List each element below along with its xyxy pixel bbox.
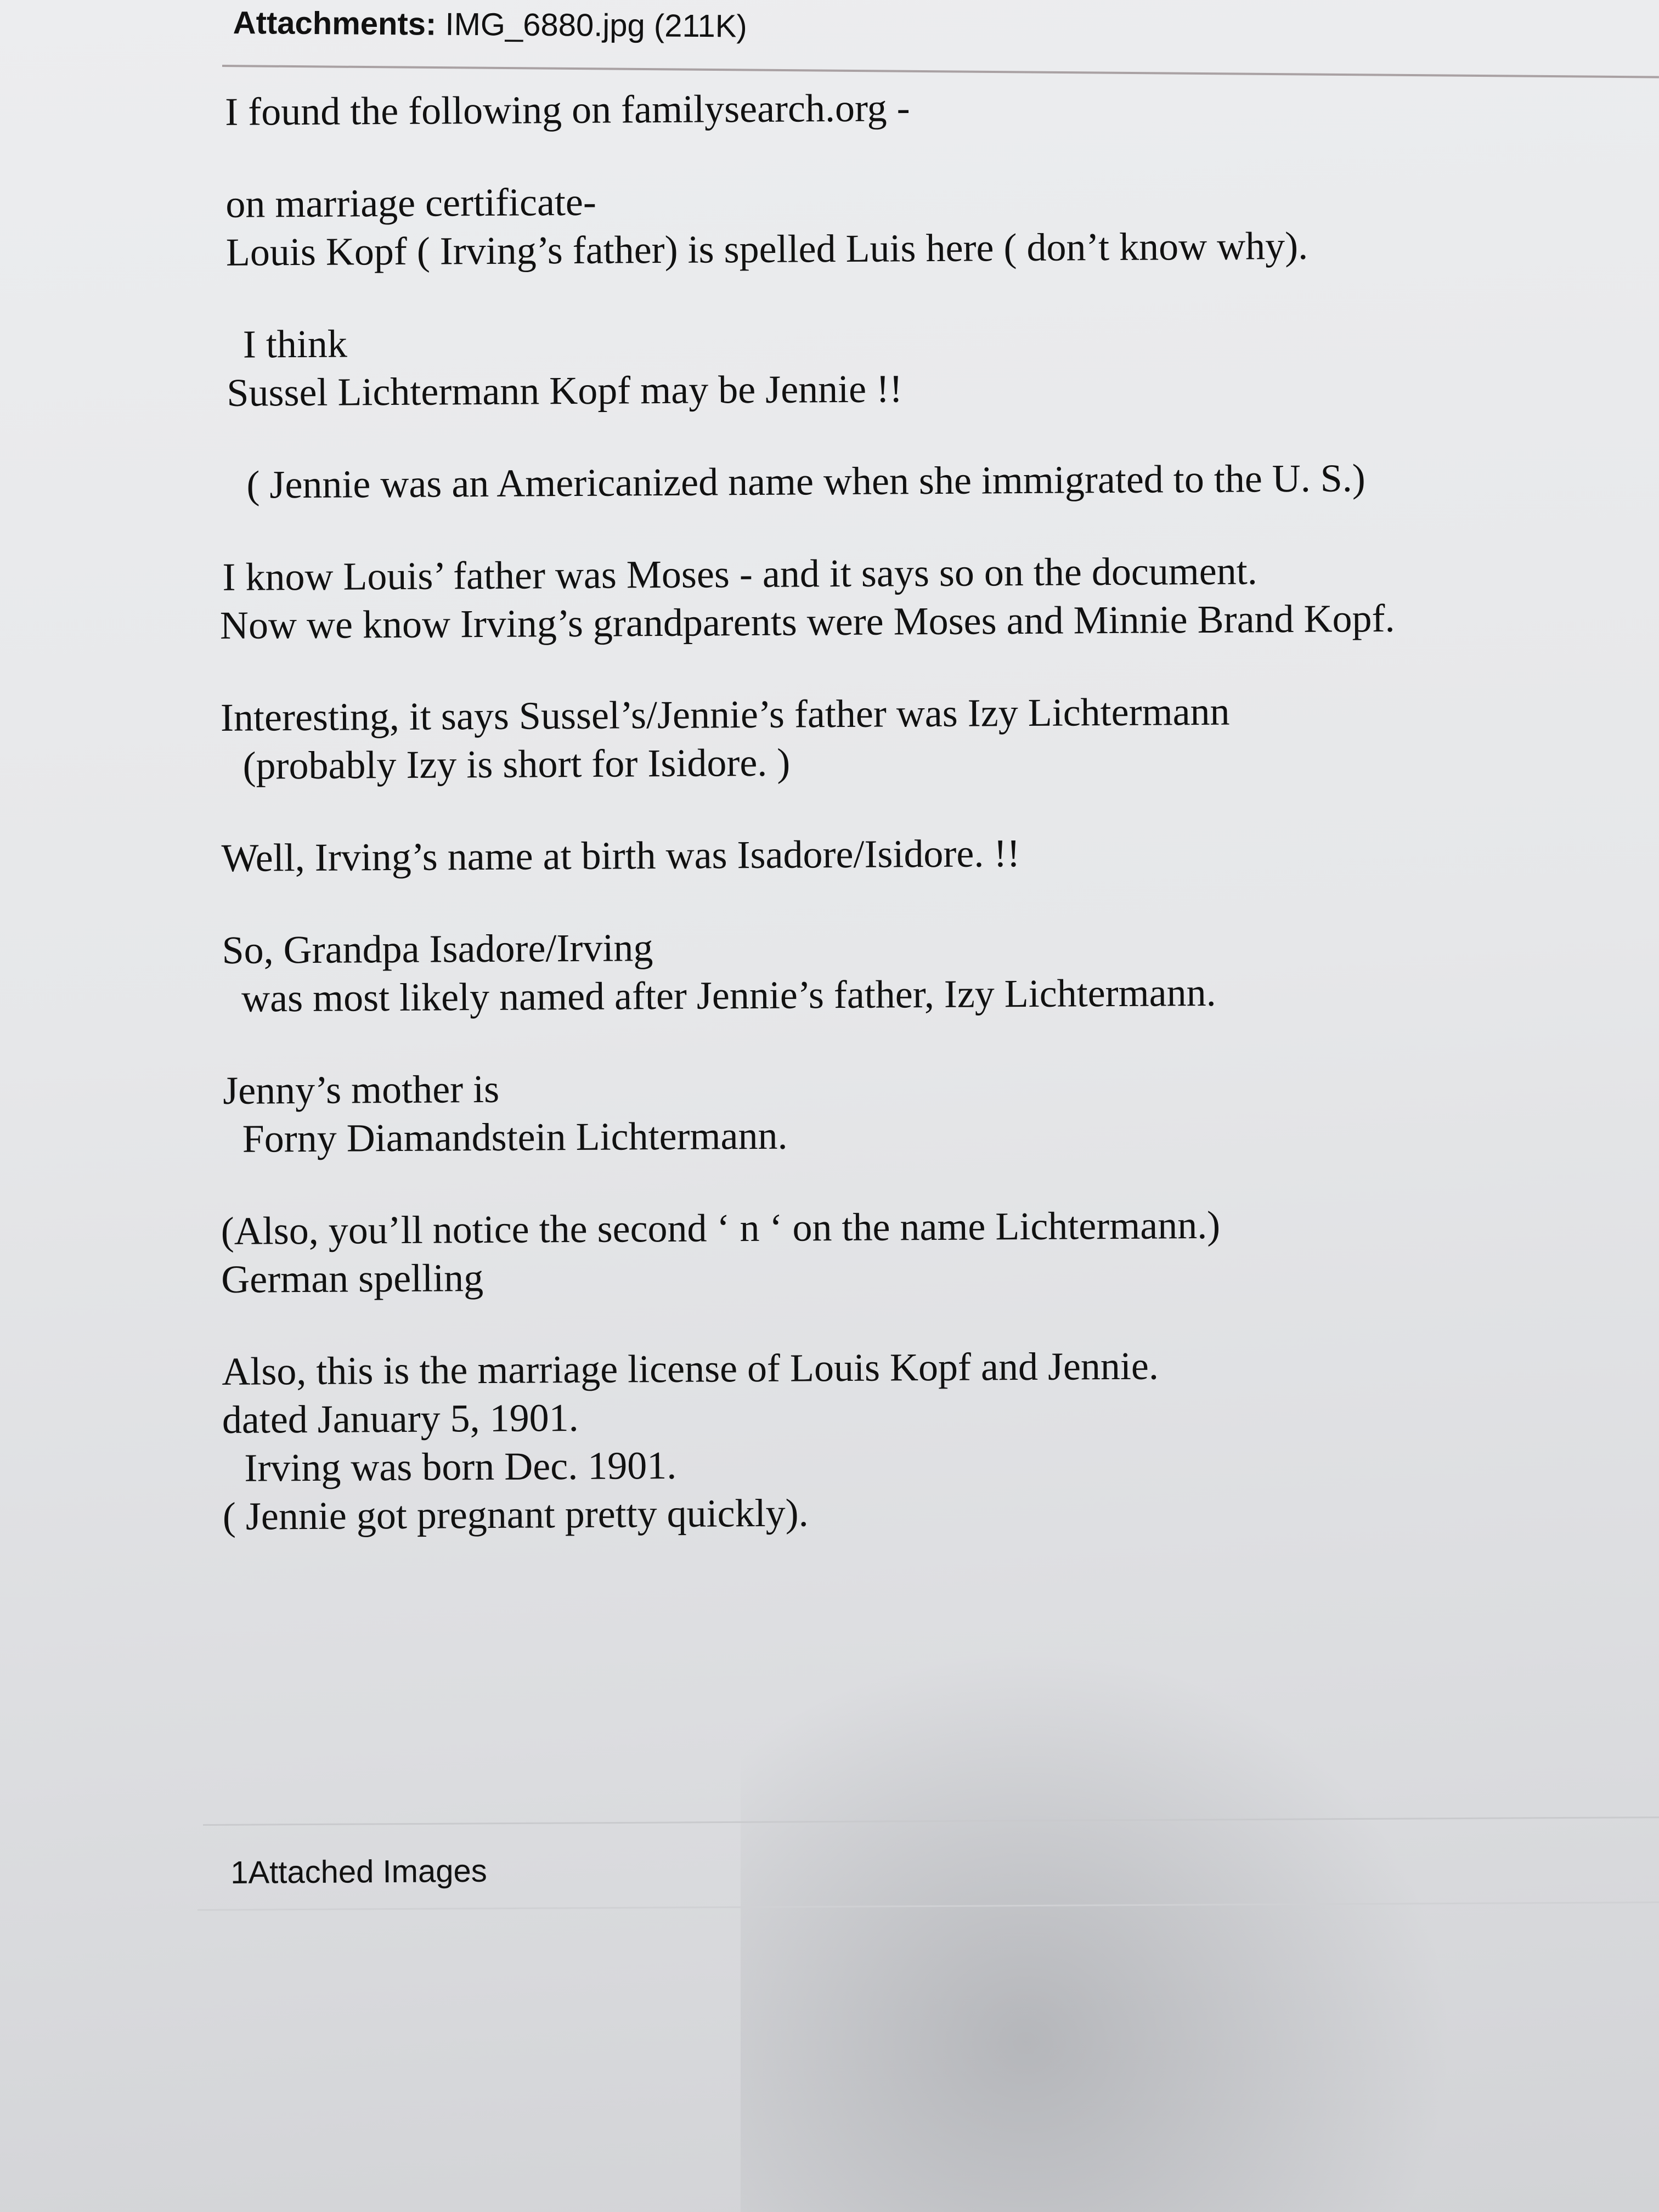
hand-shadow <box>741 1646 1454 2212</box>
body-line: Well, Irving’s name at birth was Isadore/Isidore. !! <box>221 831 1020 880</box>
body-line: German spelling <box>221 1256 484 1301</box>
body-line: ( Jennie got pregnant pretty quickly). <box>222 1491 809 1538</box>
attachment-filename: IMG_6880.jpg (211K) <box>445 6 747 44</box>
body-line: (Also, you’ll notice the second ‘ n ‘ on the name Lichtermann.) <box>221 1203 1221 1253</box>
body-line: Interesting, it says Sussel’s/Jennie’s father was Izy Lichtermann <box>220 689 1230 740</box>
body-line: I know Louis’ father was Moses - and it says so on the document. <box>222 549 1257 599</box>
body-line: ( Jennie was an Americanized name when she immigrated to the U. S.) <box>246 456 1366 507</box>
header-divider <box>222 65 1659 78</box>
body-line: Also, this is the marriage license of Louis Kopf and Jennie. <box>222 1344 1159 1393</box>
body-line: (probably Izy is short for Isidore. ) <box>242 740 791 788</box>
attachments-label: Attachments: <box>233 4 437 42</box>
body-line: So, Grandpa Isadore/Irving <box>222 926 653 972</box>
body-line: on marriage certificate- <box>225 179 597 226</box>
attached-images-label: 1Attached Images <box>230 1853 487 1891</box>
footer-divider-bottom <box>198 1901 1659 1911</box>
body-line: Jenny’s mother is <box>222 1066 500 1113</box>
body-line: Irving was born Dec. 1901. <box>244 1443 677 1490</box>
body-line: Now we know Irving’s grandparents were Moses and Minnie Brand Kopf. <box>219 596 1395 647</box>
body-line: dated January 5, 1901. <box>222 1395 579 1442</box>
body-line: Forny Diamandstein Lichtermann. <box>242 1113 788 1161</box>
body-line: Louis Kopf ( Irving’s father) is spelled Luis here ( don’t know why). <box>225 223 1308 274</box>
email-body <box>214 80 1594 1541</box>
footer-divider <box>203 1816 1659 1826</box>
body-line: I think <box>242 321 348 366</box>
body-line: I found the following on familysearch.org - <box>225 86 910 134</box>
attachments-header <box>233 4 747 45</box>
body-line: Sussel Lichtermann Kopf may be Jennie !! <box>227 366 903 415</box>
body-line: was most likely named after Jennie’s father, Izy Lichtermann. <box>241 970 1216 1020</box>
